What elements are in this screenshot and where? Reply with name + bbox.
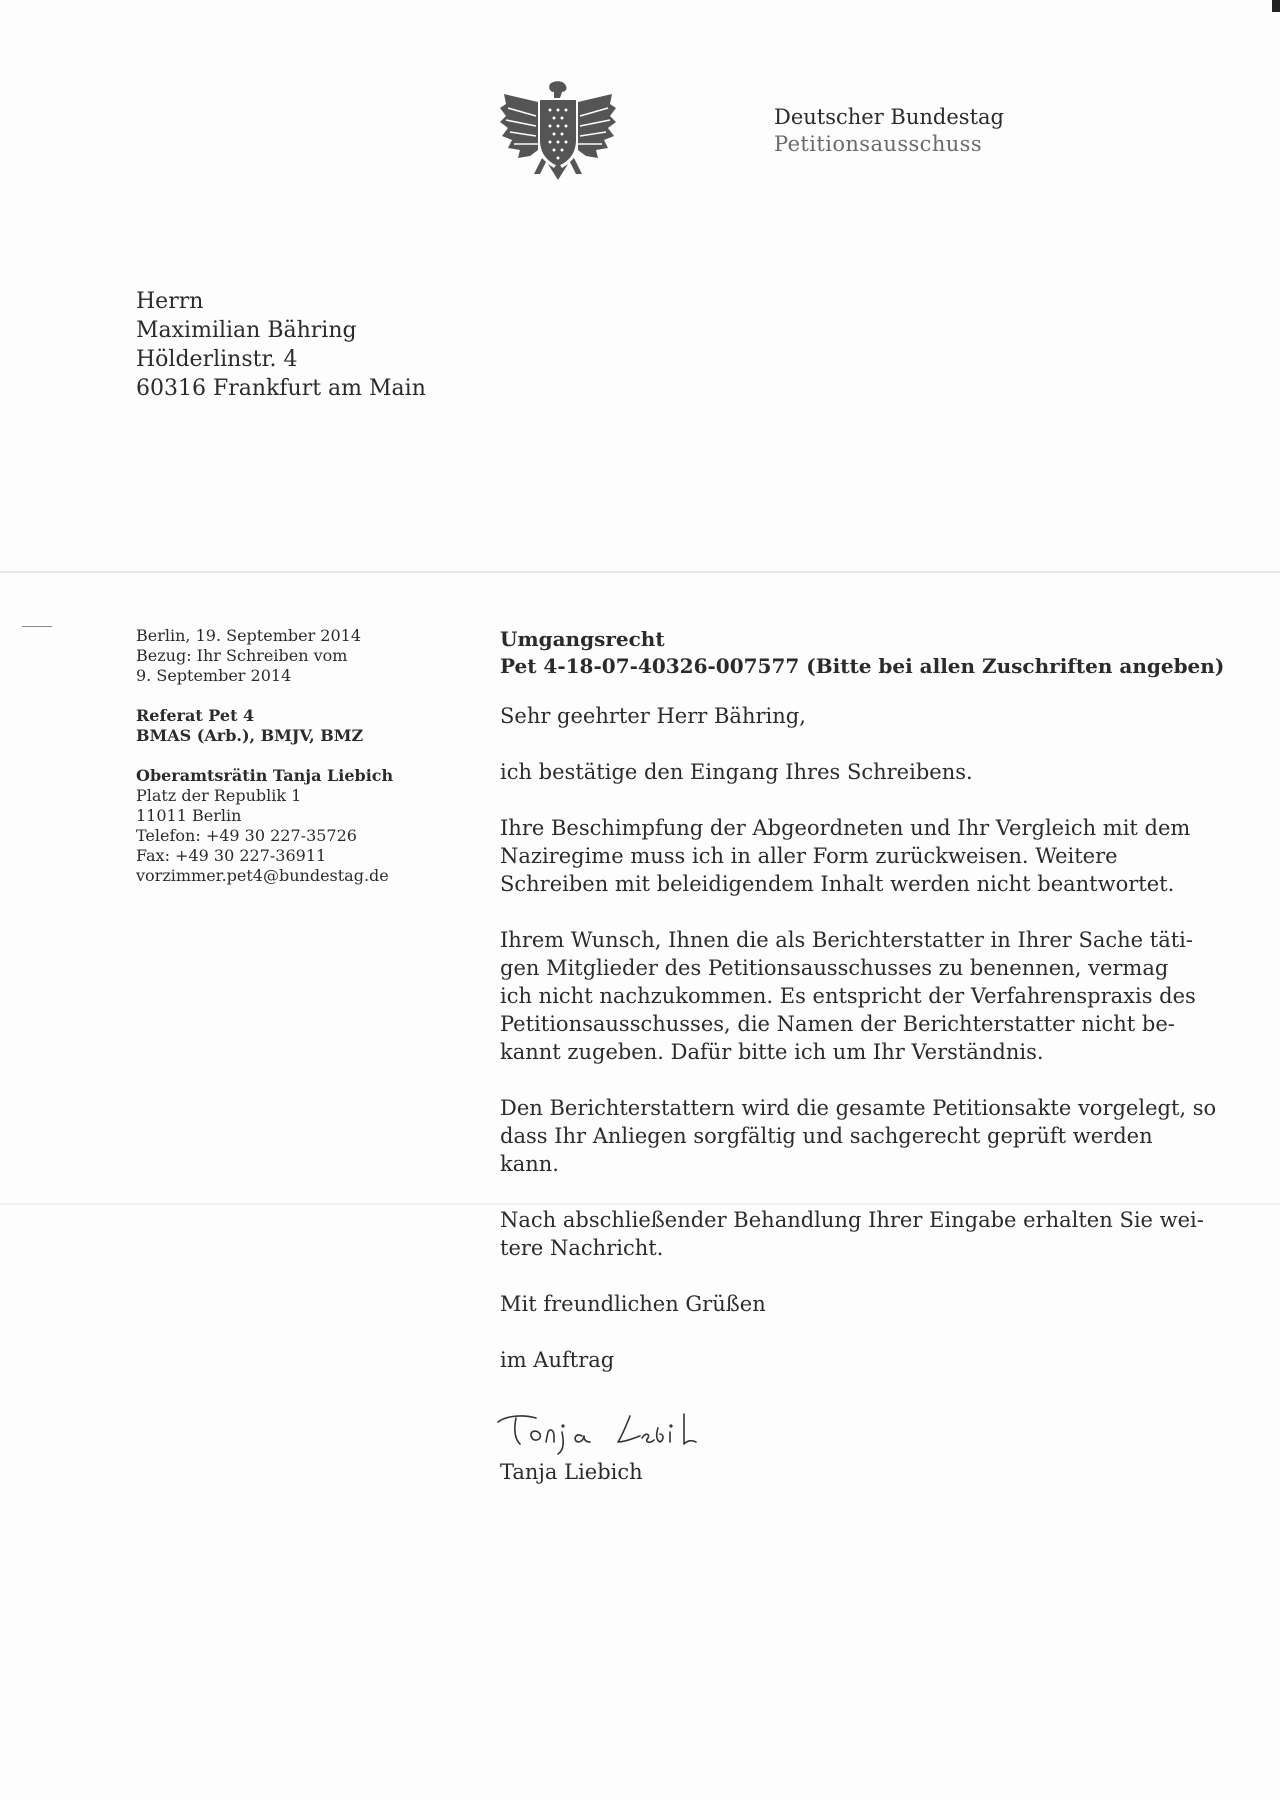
paragraph-line: kann.	[500, 1152, 559, 1176]
bundesadler-emblem-icon	[498, 80, 618, 184]
signer-name: Tanja Liebich	[500, 1460, 643, 1484]
department-name: Petitionsausschuss	[774, 132, 983, 156]
closing: Mit freundlichen Grüßen	[500, 1292, 766, 1316]
recipient-salutation: Herrn	[136, 289, 204, 314]
recipient-city: 60316 Frankfurt am Main	[136, 376, 426, 401]
reference-line: 9. September 2014	[136, 666, 292, 685]
paragraph-line: ich nicht nachzukommen. Es entspricht der Verfahrenspraxis des	[500, 984, 1196, 1008]
paragraph-line: tere Nachricht.	[500, 1236, 664, 1260]
paragraph-4	[500, 1094, 1220, 1178]
sender-city: 11011 Berlin	[136, 806, 242, 825]
sender-phone: Telefon: +49 30 227-35726	[136, 826, 357, 845]
recipient-name: Maximilian Bähring	[136, 318, 357, 343]
paper-fold-line	[0, 571, 1280, 573]
paragraph-3	[500, 926, 1220, 1066]
recipient-address	[136, 287, 426, 403]
letter-subject: Umgangsrecht	[500, 627, 665, 651]
fold-mark	[22, 626, 52, 627]
paragraph-2	[500, 814, 1220, 898]
paragraph-line: Ihrem Wunsch, Ihnen die als Berichterstatter in Ihrer Sache täti-	[500, 928, 1193, 952]
recipient-street: Hölderlinstr. 4	[136, 347, 298, 372]
official-name: Oberamtsrätin Tanja Liebich	[136, 766, 394, 785]
letter-date: Berlin, 19. September 2014	[136, 626, 362, 645]
paragraph-1: ich bestätige den Eingang Ihres Schreibens.	[500, 760, 973, 784]
paragraph-line: Naziregime muss ich in aller Form zurückweisen. Weitere	[500, 844, 1118, 868]
greeting: Sehr geehrter Herr Bähring,	[500, 704, 806, 728]
paragraph-line: kannt zugeben. Dafür bitte ich um Ihr Verständnis.	[500, 1040, 1044, 1064]
handwritten-signature	[492, 1402, 732, 1458]
reference-line: Bezug: Ihr Schreiben vom	[136, 646, 348, 665]
sender-info-column	[136, 626, 456, 886]
paragraph-line: Ihre Beschimpfung der Abgeordneten und Ihr Vergleich mit dem	[500, 816, 1191, 840]
reference-number: Pet 4-18-07-40326-007577 (Bitte bei allen Zuschriften angeben)	[500, 654, 1225, 678]
on-behalf: im Auftrag	[500, 1348, 615, 1372]
organization-name: Deutscher Bundestag	[774, 105, 1004, 129]
sender-street: Platz der Republik 1	[136, 786, 302, 805]
unit-name: Referat Pet 4	[136, 706, 255, 725]
sender-email: vorzimmer.pet4@bundestag.de	[136, 866, 389, 885]
paragraph-line: Schreiben mit beleidigendem Inhalt werden nicht beantwortet.	[500, 872, 1175, 896]
letterhead	[774, 104, 1004, 158]
paragraph-line: Petitionsausschusses, die Namen der Berichterstatter nicht be-	[500, 1012, 1175, 1036]
sender-fax: Fax: +49 30 227-36911	[136, 846, 327, 865]
paragraph-line: dass Ihr Anliegen sorgfältig und sachgerecht geprüft werden	[500, 1124, 1153, 1148]
paragraph-line: gen Mitglieder des Petitionsausschusses zu benennen, vermag	[500, 956, 1169, 980]
ministries: BMAS (Arb.), BMJV, BMZ	[136, 726, 364, 745]
paragraph-line: Den Berichterstattern wird die gesamte Petitionsakte vorgelegt, so	[500, 1096, 1217, 1120]
paragraph-5	[500, 1206, 1220, 1262]
letter-body	[500, 626, 1225, 1486]
paragraph-line: Nach abschließender Behandlung Ihrer Eingabe erhalten Sie wei-	[500, 1208, 1204, 1232]
scan-corner-mark	[1272, 0, 1280, 12]
